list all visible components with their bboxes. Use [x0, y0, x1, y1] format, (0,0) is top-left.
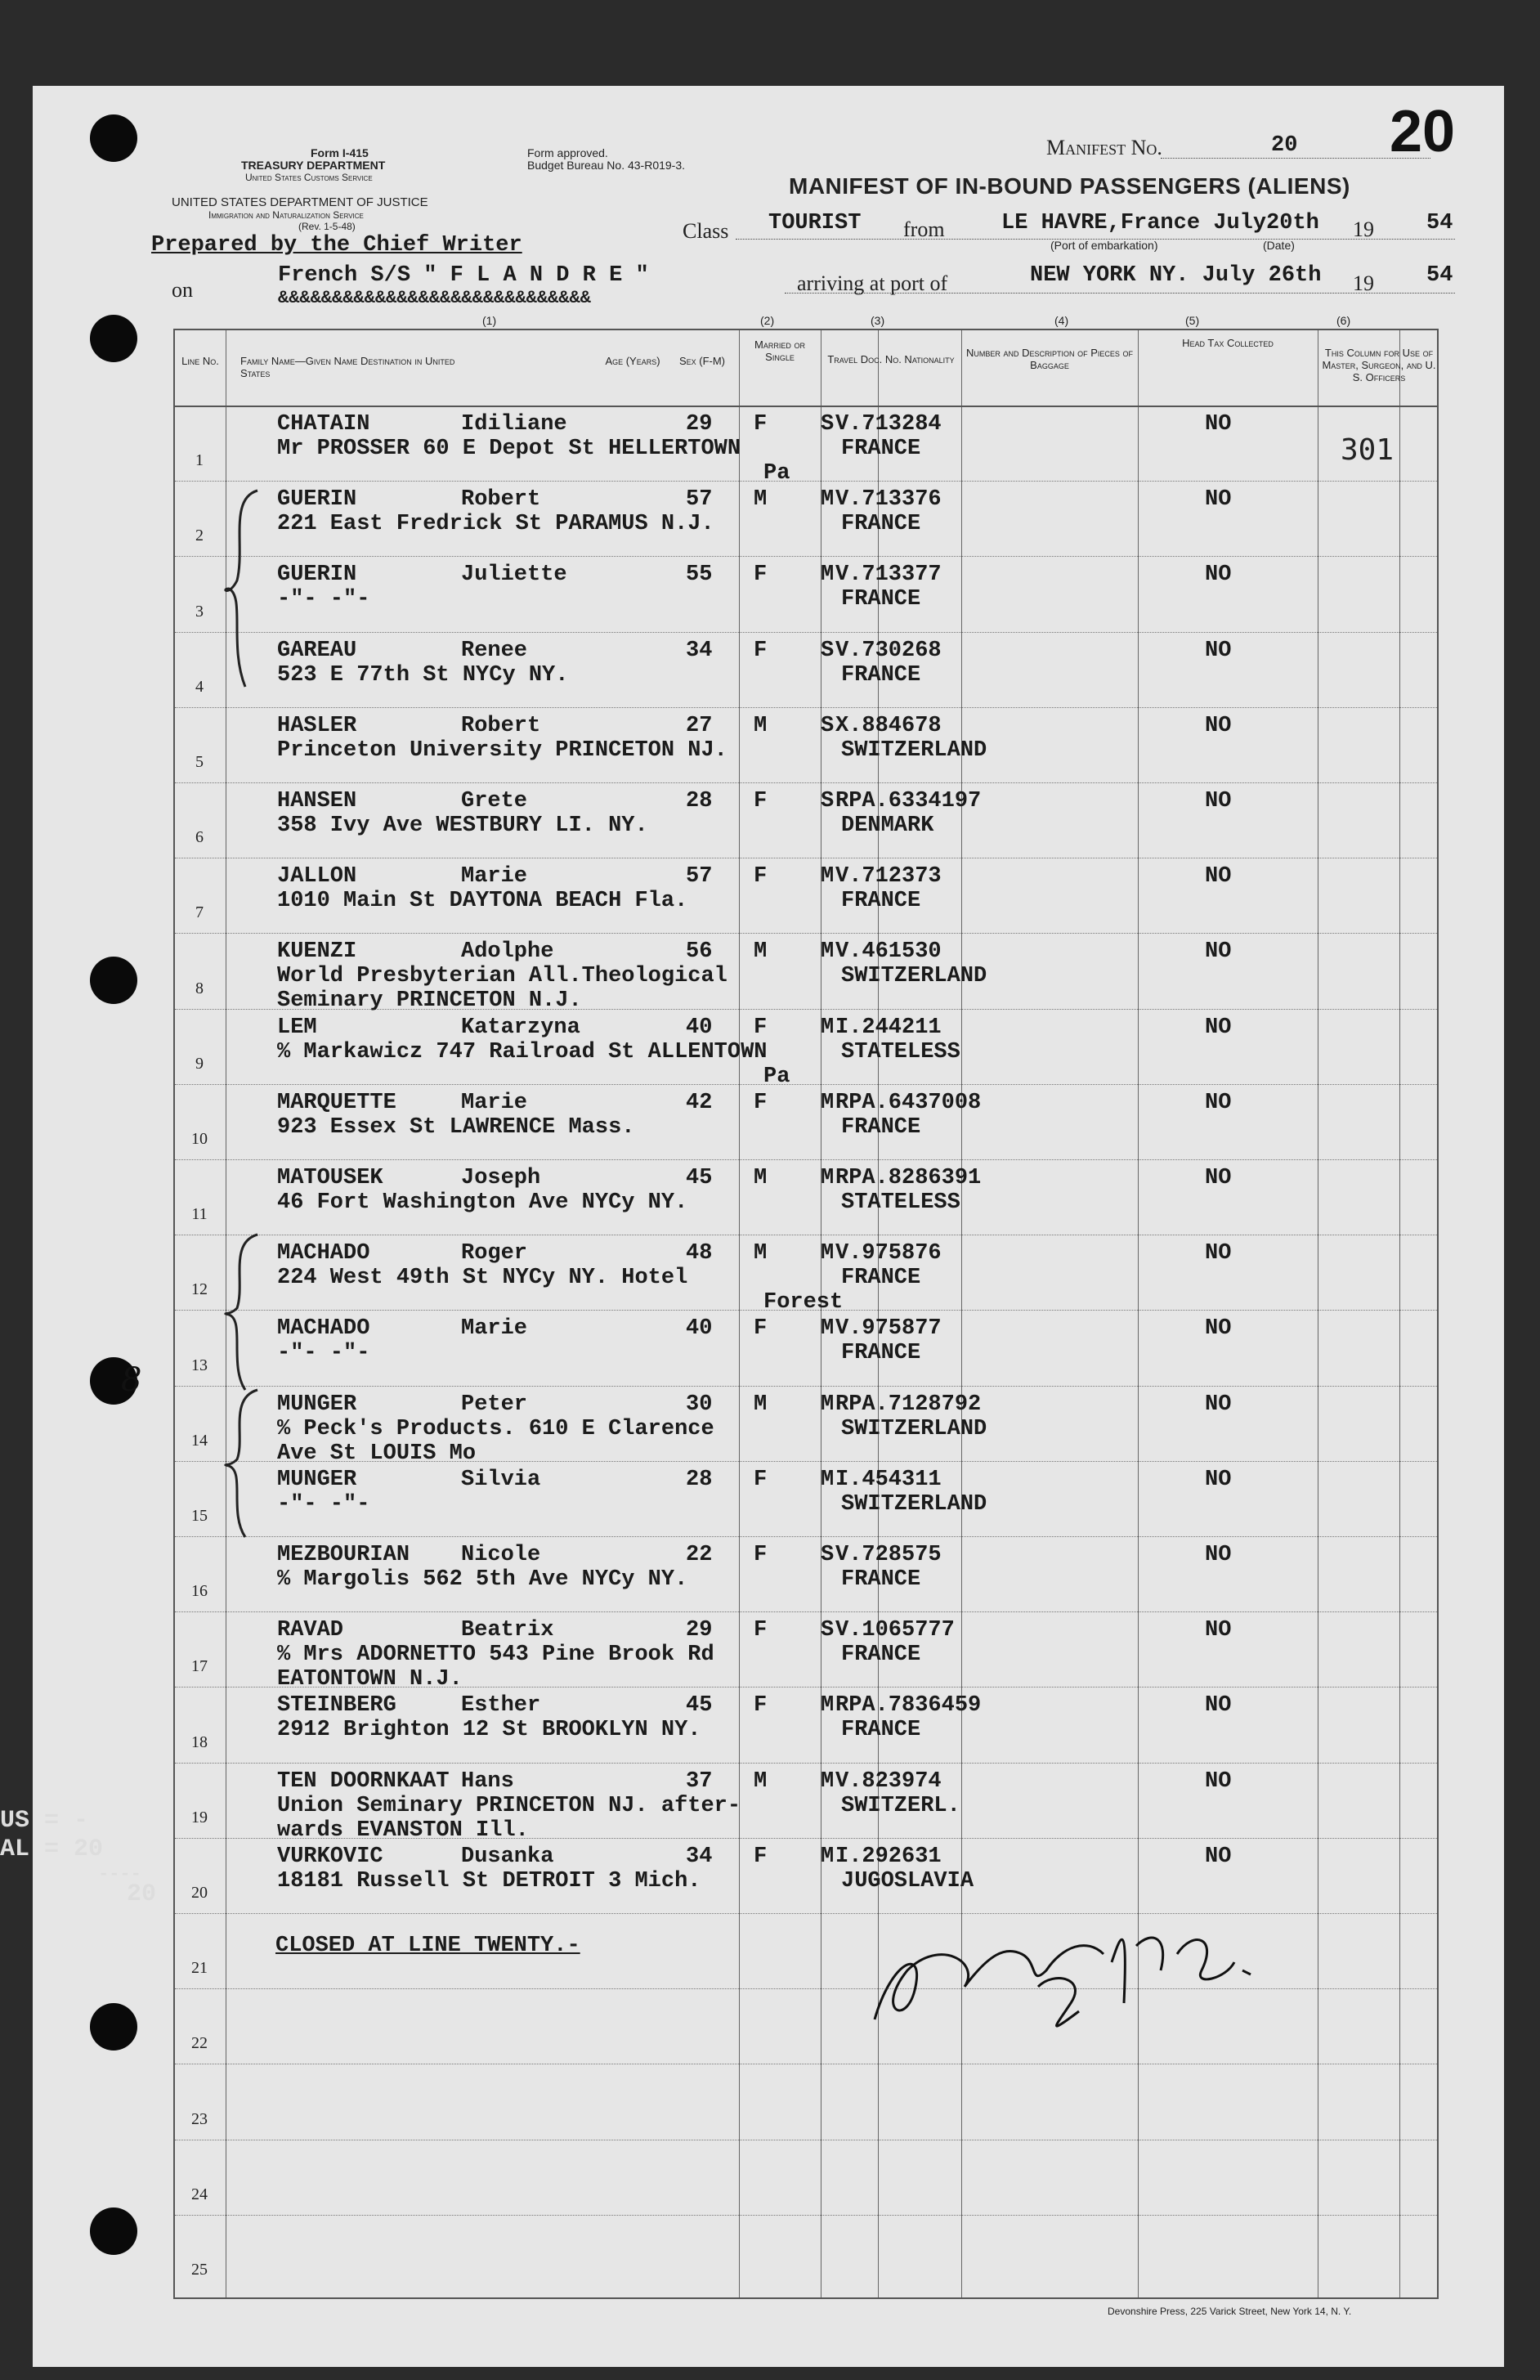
passenger-age: 34	[686, 1844, 713, 1869]
passenger-destination: 923 Essex St LAWRENCE Mass.	[277, 1114, 635, 1140]
passenger-given-name: Hans	[461, 1768, 514, 1794]
passenger-travel-doc: V.1065777	[835, 1618, 955, 1643]
arrival-value: NEW YORK NY. July 26th	[1030, 263, 1322, 288]
passenger-given-name: Esther	[461, 1693, 541, 1719]
passenger-marital-status: S	[821, 412, 835, 437]
passenger-sex: F	[754, 563, 768, 588]
passenger-family-name: CHATAIN	[277, 412, 370, 437]
line-number: 9	[195, 1054, 204, 1073]
binder-hole	[90, 114, 137, 162]
passenger-age: 28	[686, 789, 713, 814]
passenger-marital-status: S	[821, 638, 835, 663]
passenger-family-name: HASLER	[277, 713, 357, 738]
passenger-head-tax: NO	[1205, 1844, 1232, 1869]
passenger-destination: 46 Fort Washington Ave NYCy NY.	[277, 1190, 688, 1215]
line-number: 18	[191, 1732, 208, 1751]
passenger-age: 45	[686, 1693, 713, 1719]
passenger-travel-doc: I.292631	[835, 1844, 942, 1869]
passenger-marital-status: M	[821, 864, 835, 890]
passenger-given-name: Peter	[461, 1392, 528, 1417]
form-approved: Form approved.	[527, 146, 608, 159]
margin-twenty: 20	[127, 1880, 157, 1908]
passenger-head-tax: NO	[1205, 1693, 1232, 1719]
line-number: 11	[191, 1205, 208, 1224]
line-number: 16	[191, 1582, 208, 1601]
passenger-travel-doc: V.713376	[835, 487, 942, 513]
passenger-head-tax: NO	[1205, 713, 1232, 738]
line-number: 19	[191, 1808, 208, 1826]
header-married: Married or Single	[754, 338, 805, 363]
passenger-head-tax: NO	[1205, 1090, 1232, 1115]
line-number: 13	[191, 1356, 208, 1374]
passenger-destination: 2912 Brighton 12 St BROOKLYN NY.	[277, 1718, 701, 1743]
passenger-given-name: Idiliane	[461, 412, 567, 437]
passenger-nationality: FRANCE	[841, 1567, 921, 1592]
on-label: on	[172, 278, 193, 302]
agency-customs: United States Customs Service	[245, 172, 373, 183]
passenger-family-name: TEN DOORNKAAT	[277, 1768, 450, 1794]
col-num-1: (1)	[482, 314, 497, 327]
arriving-label: arriving at port of	[797, 271, 948, 295]
year-prefix: 19	[1353, 217, 1374, 241]
row-divider	[175, 481, 1437, 482]
manifest-title: MANIFEST OF IN-BOUND PASSENGERS (ALIENS)	[789, 173, 1350, 199]
passenger-sex: F	[754, 1543, 768, 1567]
passenger-marital-status: M	[821, 1241, 835, 1266]
passenger-given-name: Renee	[461, 638, 528, 663]
passenger-marital-status: S	[821, 789, 835, 814]
passenger-destination: 18181 Russell St DETROIT 3 Mich.	[277, 1868, 701, 1894]
passenger-head-tax: NO	[1205, 1467, 1232, 1492]
passenger-head-tax: NO	[1205, 789, 1232, 814]
passenger-age: 29	[686, 412, 713, 437]
passenger-family-name: LEM	[277, 1015, 317, 1040]
passenger-given-name: Silvia	[461, 1467, 541, 1492]
passenger-age: 48	[686, 1241, 713, 1266]
passenger-given-name: Katarzyna	[461, 1015, 580, 1040]
line-number: 8	[195, 979, 204, 997]
passenger-family-name: GUERIN	[277, 563, 357, 588]
passenger-sex: F	[754, 638, 768, 663]
header-name: Family Name—Given Name Destination in United States	[240, 355, 455, 379]
passenger-marital-status: M	[821, 563, 835, 588]
passenger-head-tax: NO	[1205, 1543, 1232, 1567]
passenger-nationality: FRANCE	[841, 587, 921, 612]
passenger-age: 29	[686, 1618, 713, 1643]
line-number: 3	[195, 602, 204, 621]
passenger-given-name: Dusanka	[461, 1844, 554, 1869]
passenger-head-tax: NO	[1205, 939, 1232, 965]
passenger-nationality: FRANCE	[841, 1718, 921, 1743]
passenger-family-name: GAREAU	[277, 638, 357, 663]
passenger-destination: 221 East Fredrick St PARAMUS N.J.	[277, 512, 714, 537]
passenger-travel-doc: I.244211	[835, 1015, 942, 1040]
officer-signature	[842, 1864, 1332, 2060]
passenger-destination: 358 Ivy Ave WESTBURY LI. NY.	[277, 814, 648, 838]
line-number: 6	[195, 828, 204, 847]
passenger-given-name: Beatrix	[461, 1618, 554, 1643]
header-head-tax: Head Tax Collected	[1182, 337, 1274, 349]
passenger-sex: F	[754, 412, 768, 437]
row-divider	[175, 933, 1437, 934]
passenger-destination: -"- -"-	[277, 1491, 370, 1517]
passenger-family-name: RAVAD	[277, 1618, 344, 1643]
passenger-sex: F	[754, 1693, 768, 1719]
passenger-travel-doc: RPA.6437008	[835, 1090, 982, 1115]
line-number: 22	[191, 2034, 208, 2053]
family-bracket	[213, 1226, 278, 1398]
passenger-head-tax: NO	[1205, 412, 1232, 437]
passenger-sex: F	[754, 864, 768, 890]
passenger-family-name: MARQUETTE	[277, 1090, 396, 1115]
passenger-head-tax: NO	[1205, 1316, 1232, 1342]
passenger-age: 30	[686, 1392, 713, 1417]
passenger-sex: F	[754, 1618, 768, 1643]
passenger-nationality: FRANCE	[841, 662, 921, 688]
passenger-head-tax: NO	[1205, 1618, 1232, 1643]
col-num-6: (6)	[1336, 314, 1351, 327]
passenger-nationality: SWITZERLAND	[841, 964, 987, 989]
passenger-destination: -"- -"-	[277, 1341, 370, 1366]
passenger-family-name: MUNGER	[277, 1392, 357, 1417]
passenger-head-tax: NO	[1205, 638, 1232, 663]
binder-hole	[90, 315, 137, 362]
passenger-family-name: MEZBOURIAN	[277, 1543, 410, 1567]
form-number: Form I-415	[311, 146, 369, 159]
passenger-destination: 523 E 77th St NYCy NY.	[277, 662, 569, 688]
passenger-family-name: MATOUSEK	[277, 1166, 383, 1190]
passenger-head-tax: NO	[1205, 563, 1232, 588]
margin-dash: ----	[98, 1864, 141, 1885]
passenger-marital-status: M	[821, 1166, 835, 1190]
header-age: Age (Years)	[605, 355, 660, 367]
passenger-nationality: SWITZERL.	[841, 1793, 960, 1818]
passenger-marital-status: S	[821, 1618, 835, 1643]
port-embark-note: (Port of embarkation)	[1050, 239, 1158, 252]
passenger-age: 28	[686, 1467, 713, 1492]
passenger-nationality: FRANCE	[841, 1643, 921, 1668]
passenger-marital-status: M	[821, 487, 835, 513]
passenger-sex: M	[754, 1392, 768, 1417]
passenger-age: 34	[686, 638, 713, 663]
passenger-given-name: Adolphe	[461, 939, 554, 965]
form-revision: (Rev. 1-5-48)	[298, 221, 356, 232]
passenger-marital-status: M	[821, 1392, 835, 1417]
passenger-travel-doc: V.823974	[835, 1768, 942, 1794]
passenger-travel-doc: V.730268	[835, 638, 942, 663]
binder-hole	[90, 2003, 137, 2051]
from-year: 54	[1426, 211, 1453, 235]
passenger-travel-doc: X.884678	[835, 713, 942, 738]
passenger-marital-status: M	[821, 1768, 835, 1794]
passenger-destination: % Margolis 562 5th Ave NYCy NY.	[277, 1567, 688, 1592]
row-divider	[175, 1386, 1437, 1387]
passenger-nationality: SWITZERLAND	[841, 737, 987, 763]
passenger-sex: F	[754, 1316, 768, 1342]
passenger-age: 40	[686, 1015, 713, 1040]
binder-hole	[90, 2207, 137, 2255]
passenger-marital-status: M	[821, 939, 835, 965]
passenger-sex: F	[754, 1090, 768, 1115]
passenger-nationality: FRANCE	[841, 1114, 921, 1140]
col-num-5: (5)	[1185, 314, 1200, 327]
line-number: 5	[195, 753, 204, 771]
row-divider	[175, 2215, 1437, 2216]
arrival-year: 54	[1426, 263, 1453, 288]
arrival-year-prefix: 19	[1353, 271, 1374, 295]
col-num-3: (3)	[871, 314, 885, 327]
passenger-marital-status: M	[821, 1090, 835, 1115]
line-number: 15	[191, 1507, 208, 1525]
header-officers: This Column for Use of Master, Surgeon, and U. S. Officers	[1322, 347, 1436, 383]
passenger-travel-doc: V.975877	[835, 1316, 942, 1342]
passenger-given-name: Nicole	[461, 1543, 541, 1567]
passenger-nationality: SWITZERLAND	[841, 1416, 987, 1441]
passenger-nationality: DENMARK	[841, 814, 934, 838]
passenger-destination-cont: EATONTOWN N.J.	[277, 1667, 463, 1692]
passenger-family-name: MACHADO	[277, 1316, 370, 1342]
header-travel: Travel Doc. No. Nationality	[827, 353, 955, 365]
ship-value: French S/S " F L A N D R E "	[278, 263, 649, 288]
row-divider	[175, 556, 1437, 557]
passenger-destination: % Markawicz 747 Railroad St ALLENTOWN	[277, 1039, 768, 1065]
passenger-head-tax: NO	[1205, 1768, 1232, 1794]
line-number: 24	[191, 2185, 208, 2203]
passenger-destination: 224 West 49th St NYCy NY. Hotel	[277, 1266, 688, 1291]
passenger-destination: 1010 Main St DAYTONA BEACH Fla.	[277, 889, 688, 914]
passenger-destination-cont: Seminary PRINCETON N.J.	[277, 988, 582, 1014]
passenger-destination-cont: Ave St LOUIS Mo	[277, 1441, 477, 1466]
row-divider	[175, 1763, 1437, 1764]
line-number: 21	[191, 1959, 208, 1978]
passenger-age: 57	[686, 487, 713, 513]
passenger-given-name: Marie	[461, 1090, 528, 1115]
passenger-nationality: SWITZERLAND	[841, 1491, 987, 1517]
class-label: Class	[683, 219, 729, 243]
row-divider	[175, 1611, 1437, 1612]
page-stamp: 20	[1390, 99, 1456, 164]
passenger-marital-status: M	[821, 1467, 835, 1492]
passenger-family-name: STEINBERG	[277, 1693, 396, 1719]
col-num-2: (2)	[760, 314, 775, 327]
passenger-marital-status: S	[821, 1543, 835, 1567]
passenger-marital-status: M	[821, 1015, 835, 1040]
passenger-travel-doc: RPA.7128792	[835, 1392, 982, 1417]
passenger-head-tax: NO	[1205, 487, 1232, 513]
row-divider	[175, 1084, 1437, 1085]
passenger-travel-doc: RPA.6334197	[835, 789, 982, 814]
passenger-sex: F	[754, 1844, 768, 1869]
row-divider	[175, 707, 1437, 708]
binder-hole	[90, 957, 137, 1004]
passenger-sex: M	[754, 1241, 768, 1266]
printer-footer: Devonshire Press, 225 Varick Street, New York 14, N. Y.	[1108, 2306, 1352, 2317]
passenger-sex: M	[754, 939, 768, 965]
line-number: 2	[195, 527, 204, 545]
passenger-age: 40	[686, 1316, 713, 1342]
passenger-age: 22	[686, 1543, 713, 1567]
passenger-nationality: FRANCE	[841, 1341, 921, 1366]
passenger-marital-status: M	[821, 1844, 835, 1869]
line-number: 4	[195, 677, 204, 696]
manifest-number: 20	[1271, 133, 1298, 158]
line-number: 12	[191, 1280, 208, 1299]
passenger-sex: M	[754, 713, 768, 738]
passenger-nationality: FRANCE	[841, 889, 921, 914]
passenger-age: 45	[686, 1166, 713, 1190]
passenger-family-name: KUENZI	[277, 939, 357, 965]
passenger-head-tax: NO	[1205, 1392, 1232, 1417]
row-divider	[175, 1159, 1437, 1160]
passenger-destination: Mr PROSSER 60 E Depot St HELLERTOWN	[277, 437, 741, 461]
passenger-travel-doc: V.712373	[835, 864, 942, 890]
passenger-nationality: JUGOSLAVIA	[841, 1868, 974, 1894]
passenger-destination: World Presbyterian All.Theological	[277, 964, 727, 989]
passenger-head-tax: NO	[1205, 1166, 1232, 1190]
passenger-age: 37	[686, 1768, 713, 1794]
header-sex: Sex (F-M)	[678, 355, 726, 367]
passenger-nationality: FRANCE	[841, 437, 921, 461]
passenger-destination: -"- -"-	[277, 587, 370, 612]
col-num-4: (4)	[1054, 314, 1069, 327]
passenger-age: 56	[686, 939, 713, 965]
arrival-line	[785, 293, 1455, 294]
family-bracket	[213, 1382, 278, 1545]
passenger-travel-doc: V.461530	[835, 939, 942, 965]
passenger-nationality: FRANCE	[841, 512, 921, 537]
passenger-destination: Princeton University PRINCETON NJ.	[277, 737, 727, 763]
passenger-given-name: Marie	[461, 864, 528, 890]
passenger-age: 55	[686, 563, 713, 588]
row-divider	[175, 632, 1437, 633]
margin-al: AL = 20	[0, 1835, 104, 1863]
passenger-age: 57	[686, 864, 713, 890]
passenger-destination: Union Seminary PRINCETON NJ. after-	[277, 1793, 741, 1818]
agency-justice: UNITED STATES DEPARTMENT OF JUSTICE	[172, 195, 428, 209]
line-number: 17	[191, 1657, 208, 1676]
passenger-given-name: Juliette	[461, 563, 567, 588]
passenger-destination-cont: Pa	[763, 461, 790, 486]
passenger-family-name: HANSEN	[277, 789, 357, 814]
passenger-nationality: STATELESS	[841, 1039, 960, 1065]
row-divider	[175, 1536, 1437, 1537]
date-note: (Date)	[1263, 239, 1295, 252]
passenger-travel-doc: RPA.8286391	[835, 1166, 982, 1190]
passenger-head-tax: NO	[1205, 1015, 1232, 1040]
passenger-family-name: GUERIN	[277, 487, 357, 513]
header-line-no: Line No.	[181, 355, 219, 367]
agency-treasury: TREASURY DEPARTMENT	[241, 159, 386, 172]
passenger-family-name: VURKOVIC	[277, 1844, 383, 1869]
prepared-by: Prepared by the Chief Writer	[151, 233, 522, 258]
passenger-family-name: MUNGER	[277, 1467, 357, 1492]
family-bracket	[213, 482, 278, 695]
passenger-destination: % Mrs ADORNETTO 543 Pine Brook Rd	[277, 1643, 714, 1668]
officer-stamp: 301	[1341, 433, 1395, 467]
passenger-sex: M	[754, 487, 768, 513]
passenger-travel-doc: V.713377	[835, 563, 942, 588]
line-number: 1	[195, 451, 204, 470]
passenger-family-name: JALLON	[277, 864, 357, 890]
passenger-given-name: Grete	[461, 789, 528, 814]
passenger-given-name: Marie	[461, 1316, 528, 1342]
ship-strike: &&&&&&&&&&&&&&&&&&&&&&&&&&&&&	[278, 288, 591, 308]
passenger-given-name: Robert	[461, 713, 541, 738]
passenger-given-name: Robert	[461, 487, 541, 513]
passenger-sex: M	[754, 1166, 768, 1190]
passenger-sex: M	[754, 1768, 768, 1794]
passenger-travel-doc: V.975876	[835, 1241, 942, 1266]
passenger-sex: F	[754, 789, 768, 814]
passenger-sex: F	[754, 1015, 768, 1040]
passenger-travel-doc: V.728575	[835, 1543, 942, 1567]
passenger-marital-status: M	[821, 1316, 835, 1342]
passenger-marital-status: S	[821, 713, 835, 738]
passenger-head-tax: NO	[1205, 1241, 1232, 1266]
passenger-head-tax: NO	[1205, 864, 1232, 890]
passenger-age: 42	[686, 1090, 713, 1115]
passenger-nationality: STATELESS	[841, 1190, 960, 1215]
passenger-nationality: FRANCE	[841, 1266, 921, 1291]
passenger-sex: F	[754, 1467, 768, 1492]
closed-statement: CLOSED AT LINE TWENTY.-	[275, 1934, 580, 1958]
passenger-destination: % Peck's Products. 610 E Clarence	[277, 1416, 714, 1441]
line-number: 7	[195, 903, 204, 922]
line-number: 23	[191, 2109, 208, 2128]
budget-bureau: Budget Bureau No. 43-R019-3.	[527, 159, 686, 172]
agency-ins: Immigration and Naturalization Service	[208, 209, 364, 221]
class-value: TOURIST	[768, 211, 862, 235]
passenger-travel-doc: RPA.7836459	[835, 1693, 982, 1719]
from-value: LE HAVRE,France July20th	[1001, 211, 1319, 235]
passenger-family-name: MACHADO	[277, 1241, 370, 1266]
manifest-label: Manifest No.	[1046, 136, 1162, 159]
line-number: 14	[191, 1431, 208, 1450]
from-label: from	[903, 217, 945, 241]
passenger-destination-cont: Forest	[763, 1290, 844, 1315]
passenger-given-name: Joseph	[461, 1166, 541, 1190]
margin-us: US = -	[0, 1807, 89, 1835]
header-baggage: Number and Description of Pieces of Baggage	[965, 347, 1134, 371]
passenger-age: 27	[686, 713, 713, 738]
passenger-marital-status: M	[821, 1693, 835, 1719]
passenger-travel-doc: V.713284	[835, 412, 942, 437]
passenger-given-name: Roger	[461, 1241, 528, 1266]
line-number: 25	[191, 2261, 208, 2279]
passenger-destination-cont: Pa	[763, 1064, 790, 1089]
row-divider	[175, 782, 1437, 783]
line-number: 10	[191, 1130, 208, 1148]
line-number: 20	[191, 1884, 208, 1902]
margin-eight: 8	[121, 1361, 142, 1399]
passenger-destination-cont: wards EVANSTON Ill.	[277, 1817, 529, 1843]
passenger-travel-doc: I.454311	[835, 1467, 942, 1492]
